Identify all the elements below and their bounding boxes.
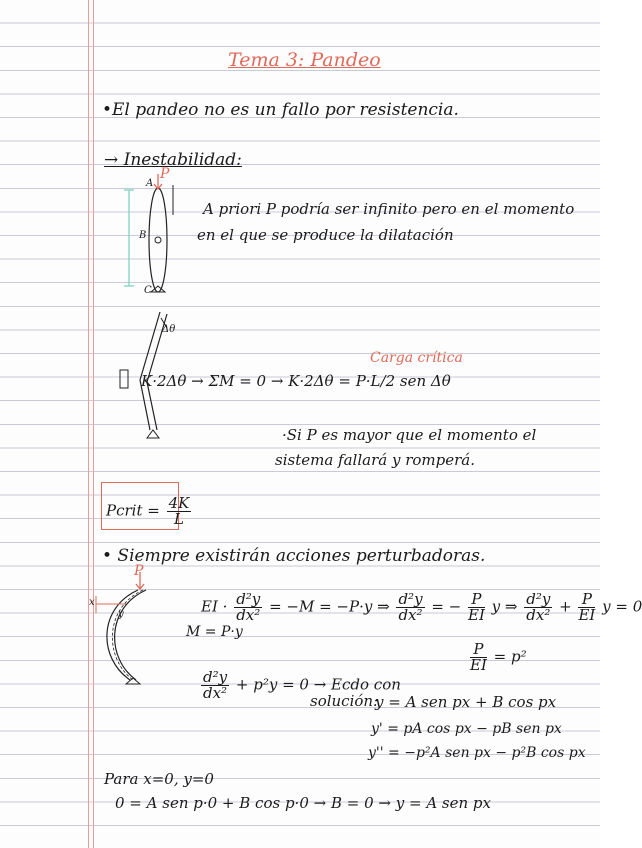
equation-p-over-ei	[468, 642, 527, 673]
eq-d2y-2: d²y	[398, 590, 423, 608]
note-line-2: sistema fallará y romperá.	[275, 451, 475, 469]
eq-p2: = p²	[493, 647, 527, 666]
text-apriori-1: A priori P podría ser infinito pero en el momento	[203, 200, 575, 218]
margin-line-2	[93, 0, 94, 848]
pcrit-result: Pcrit = $\frac{4K}{L}$	[106, 494, 190, 528]
annotation-carga-critica: Carga crítica	[370, 350, 463, 366]
eq-dx2-2: dx²	[398, 606, 423, 624]
fig3-label-y: y	[118, 609, 124, 620]
equation-ei: EI · $\frac{\text{d²y}}{\text{dx²}}$ = −M = −P·y ⇒ $\frac{\text{d²y}}{\text{dx²}}$ = − $\frac{P}{EI}$ y ⇒ $\frac{\text{d²y}}{\text{dx²}}$ + $\frac{P}{EI}$ y = 0	[201, 590, 642, 624]
fig1-label-b: B	[139, 230, 147, 241]
pcrit-lhs: Pcrit	[106, 501, 143, 520]
solution-y-double-prime: y'' = −p²A sen px − p²B cos px	[368, 745, 586, 761]
solution-y: y = A sen px + B cos px	[375, 693, 557, 711]
pcrit-denominator: L	[174, 510, 184, 528]
eq-ei-den-2: EI	[578, 606, 596, 624]
text-apriori-2: en el que se produce la dilatación	[197, 226, 454, 244]
eq-ei-4: y ⇒	[491, 597, 518, 616]
eq-ei-3: = −	[431, 597, 462, 616]
eq-p-3: P	[470, 642, 487, 658]
statement-2: • Siempre existirán acciones perturbadoras.	[102, 546, 486, 566]
eq-ei-den-3: EI	[470, 656, 487, 674]
eq-d2y-1: d²y	[236, 590, 261, 608]
solution-y-prime: y' = pA cos px − pB sen px	[371, 721, 562, 737]
eq-ei-2: = −M = −P·y ⇒	[269, 597, 390, 616]
eq-diff-rest: + p²y = 0 → Ecdo con	[235, 675, 401, 694]
boundary-condition: Para x=0, y=0	[104, 770, 214, 788]
solucion-label: solución:	[310, 692, 379, 710]
section-heading: → Inestabilidad:	[104, 150, 242, 170]
pcrit-numerator: 4K	[168, 494, 190, 512]
statement-1: •El pandeo no es un fallo por resistencia.	[102, 100, 459, 120]
equation-momentos: K·2Δθ → ΣM = 0 → K·2Δθ = P·L/2 sen Δθ	[141, 372, 451, 390]
margin-line-1	[88, 0, 89, 848]
eq-dx2-4: dx²	[203, 684, 228, 702]
fig3-label-x: x	[89, 597, 95, 608]
fig3-label-p: P	[134, 563, 144, 579]
eq-p-1: P	[468, 592, 485, 608]
note-line-1: ·Si P es mayor que el momento el	[282, 426, 537, 444]
fig1-label-a: A	[146, 178, 154, 189]
eq-ei-5: y = 0	[602, 597, 642, 616]
fig2-label-dtheta: Δθ	[162, 324, 176, 335]
eq-dx2-3: dx²	[526, 606, 551, 624]
eq-ei-den-1: EI	[468, 606, 485, 624]
eq-ei-1: EI	[201, 597, 218, 616]
eq-d2y-3: d²y	[526, 590, 551, 608]
page-title: Tema 3: Pandeo	[228, 49, 381, 71]
final-equation: 0 = A sen p·0 + B cos p·0 → B = 0 → y = A sen px	[115, 794, 491, 812]
eq-d2y-4: d²y	[203, 668, 228, 686]
fig1-label-c: C	[144, 285, 152, 296]
column-diagram-2	[88, 568, 158, 688]
fig1-label-p: P	[160, 166, 170, 182]
column-diagram-1	[118, 170, 188, 300]
equation-m-py: M = P·y	[186, 624, 243, 640]
eq-p-2: P	[578, 592, 595, 608]
eq-dx2-1: dx²	[236, 606, 261, 624]
